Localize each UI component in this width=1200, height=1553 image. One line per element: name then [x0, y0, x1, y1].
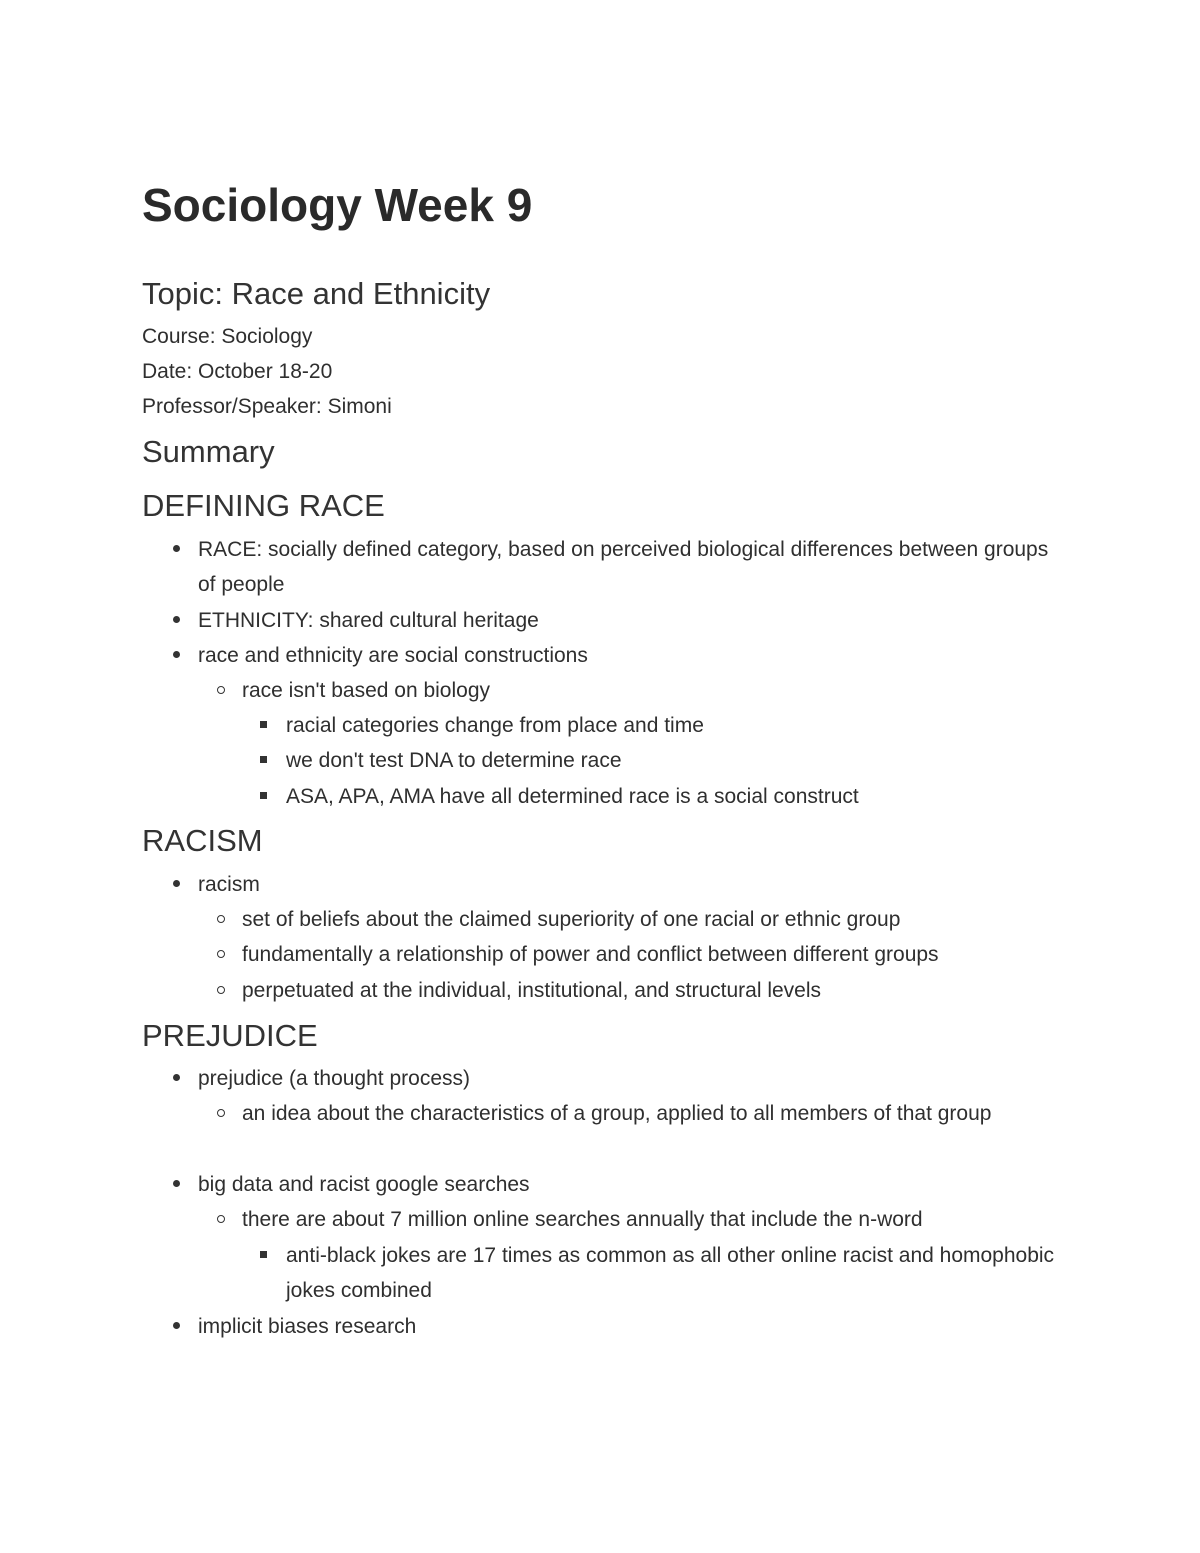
- list-item: [242, 1202, 1068, 1237]
- bullet-circle-icon: [217, 1109, 225, 1117]
- bullet-square-icon: [260, 756, 267, 763]
- list-item: [286, 779, 1068, 814]
- bullet-square-icon: [260, 721, 267, 728]
- course-line: Course: Sociology: [142, 325, 313, 348]
- list-item-text: big data and racist google searches: [198, 1173, 530, 1196]
- bullet-circle-icon: [217, 950, 225, 958]
- list-item: [198, 532, 1068, 602]
- list-item-text: anti-black jokes are 17 times as common as all other online racist and homophobic jokes combined: [286, 1244, 1055, 1302]
- list-item: [242, 937, 1068, 972]
- list-item-text: race isn't based on biology: [242, 679, 491, 702]
- list-item-text: ASA, APA, AMA have all determined race is a social construct: [286, 785, 859, 808]
- list-item-text: prejudice (a thought process): [198, 1067, 470, 1090]
- summary-heading: Summary: [142, 434, 275, 469]
- list-item-text: an idea about the characteristics of a group, applied to all members of that group: [242, 1102, 992, 1125]
- bullet-circle-icon: [217, 686, 225, 694]
- bullet-circle-icon: [217, 915, 225, 923]
- bullet-disc-icon: [173, 880, 180, 887]
- list-item: [198, 1167, 1068, 1202]
- bullet-disc-icon: [173, 1322, 180, 1329]
- list-item-text: RACE: socially defined category, based on perceived biological differences between groups of people: [198, 538, 1049, 596]
- section-heading-prejudice: PREJUDICE: [142, 1018, 318, 1053]
- list-item-text: racial categories change from place and time: [286, 714, 704, 737]
- professor-line: Professor/Speaker: Simoni: [142, 395, 392, 418]
- list-item: [242, 973, 1068, 1008]
- bullet-square-icon: [260, 792, 267, 799]
- list-item: [198, 867, 1068, 902]
- section-heading-racism: RACISM: [142, 823, 263, 858]
- list-item-text: set of beliefs about the claimed superiority of one racial or ethnic group: [242, 908, 901, 931]
- topic-heading: Topic: Race and Ethnicity: [142, 276, 491, 311]
- list-item: [198, 603, 1068, 638]
- bullet-square-icon: [260, 1251, 267, 1258]
- list-item-text: racism: [198, 873, 260, 896]
- list-item-text: fundamentally a relationship of power and conflict between different groups: [242, 943, 939, 966]
- list-item-text: there are about 7 million online searches annually that include the n-word: [242, 1208, 923, 1231]
- list-item: [242, 902, 1068, 937]
- bullet-disc-icon: [173, 651, 180, 658]
- list-item: [198, 1061, 1068, 1096]
- bullet-circle-icon: [217, 986, 225, 994]
- document-title: Sociology Week 9: [142, 179, 533, 231]
- list-item: [286, 743, 1068, 778]
- list-item-text: ETHNICITY: shared cultural heritage: [198, 609, 539, 632]
- bullet-disc-icon: [173, 616, 180, 623]
- list-item: [242, 673, 1068, 708]
- list-item-text: implicit biases research: [198, 1315, 417, 1338]
- list-item: [242, 1096, 1068, 1131]
- list-item-text: race and ethnicity are social constructions: [198, 644, 588, 667]
- date-line: Date: October 18-20: [142, 360, 333, 383]
- list-item: [198, 1309, 1068, 1344]
- bullet-circle-icon: [217, 1215, 225, 1223]
- bullet-disc-icon: [173, 1074, 180, 1081]
- list-item-text: perpetuated at the individual, institutional, and structural levels: [242, 979, 822, 1002]
- list-item: [198, 638, 1068, 673]
- bullet-disc-icon: [173, 1180, 180, 1187]
- list-item: [286, 1238, 1068, 1308]
- section-heading-defining-race: DEFINING RACE: [142, 488, 385, 523]
- list-item: [286, 708, 1068, 743]
- list-item-text: we don't test DNA to determine race: [286, 749, 622, 772]
- bullet-disc-icon: [173, 545, 180, 552]
